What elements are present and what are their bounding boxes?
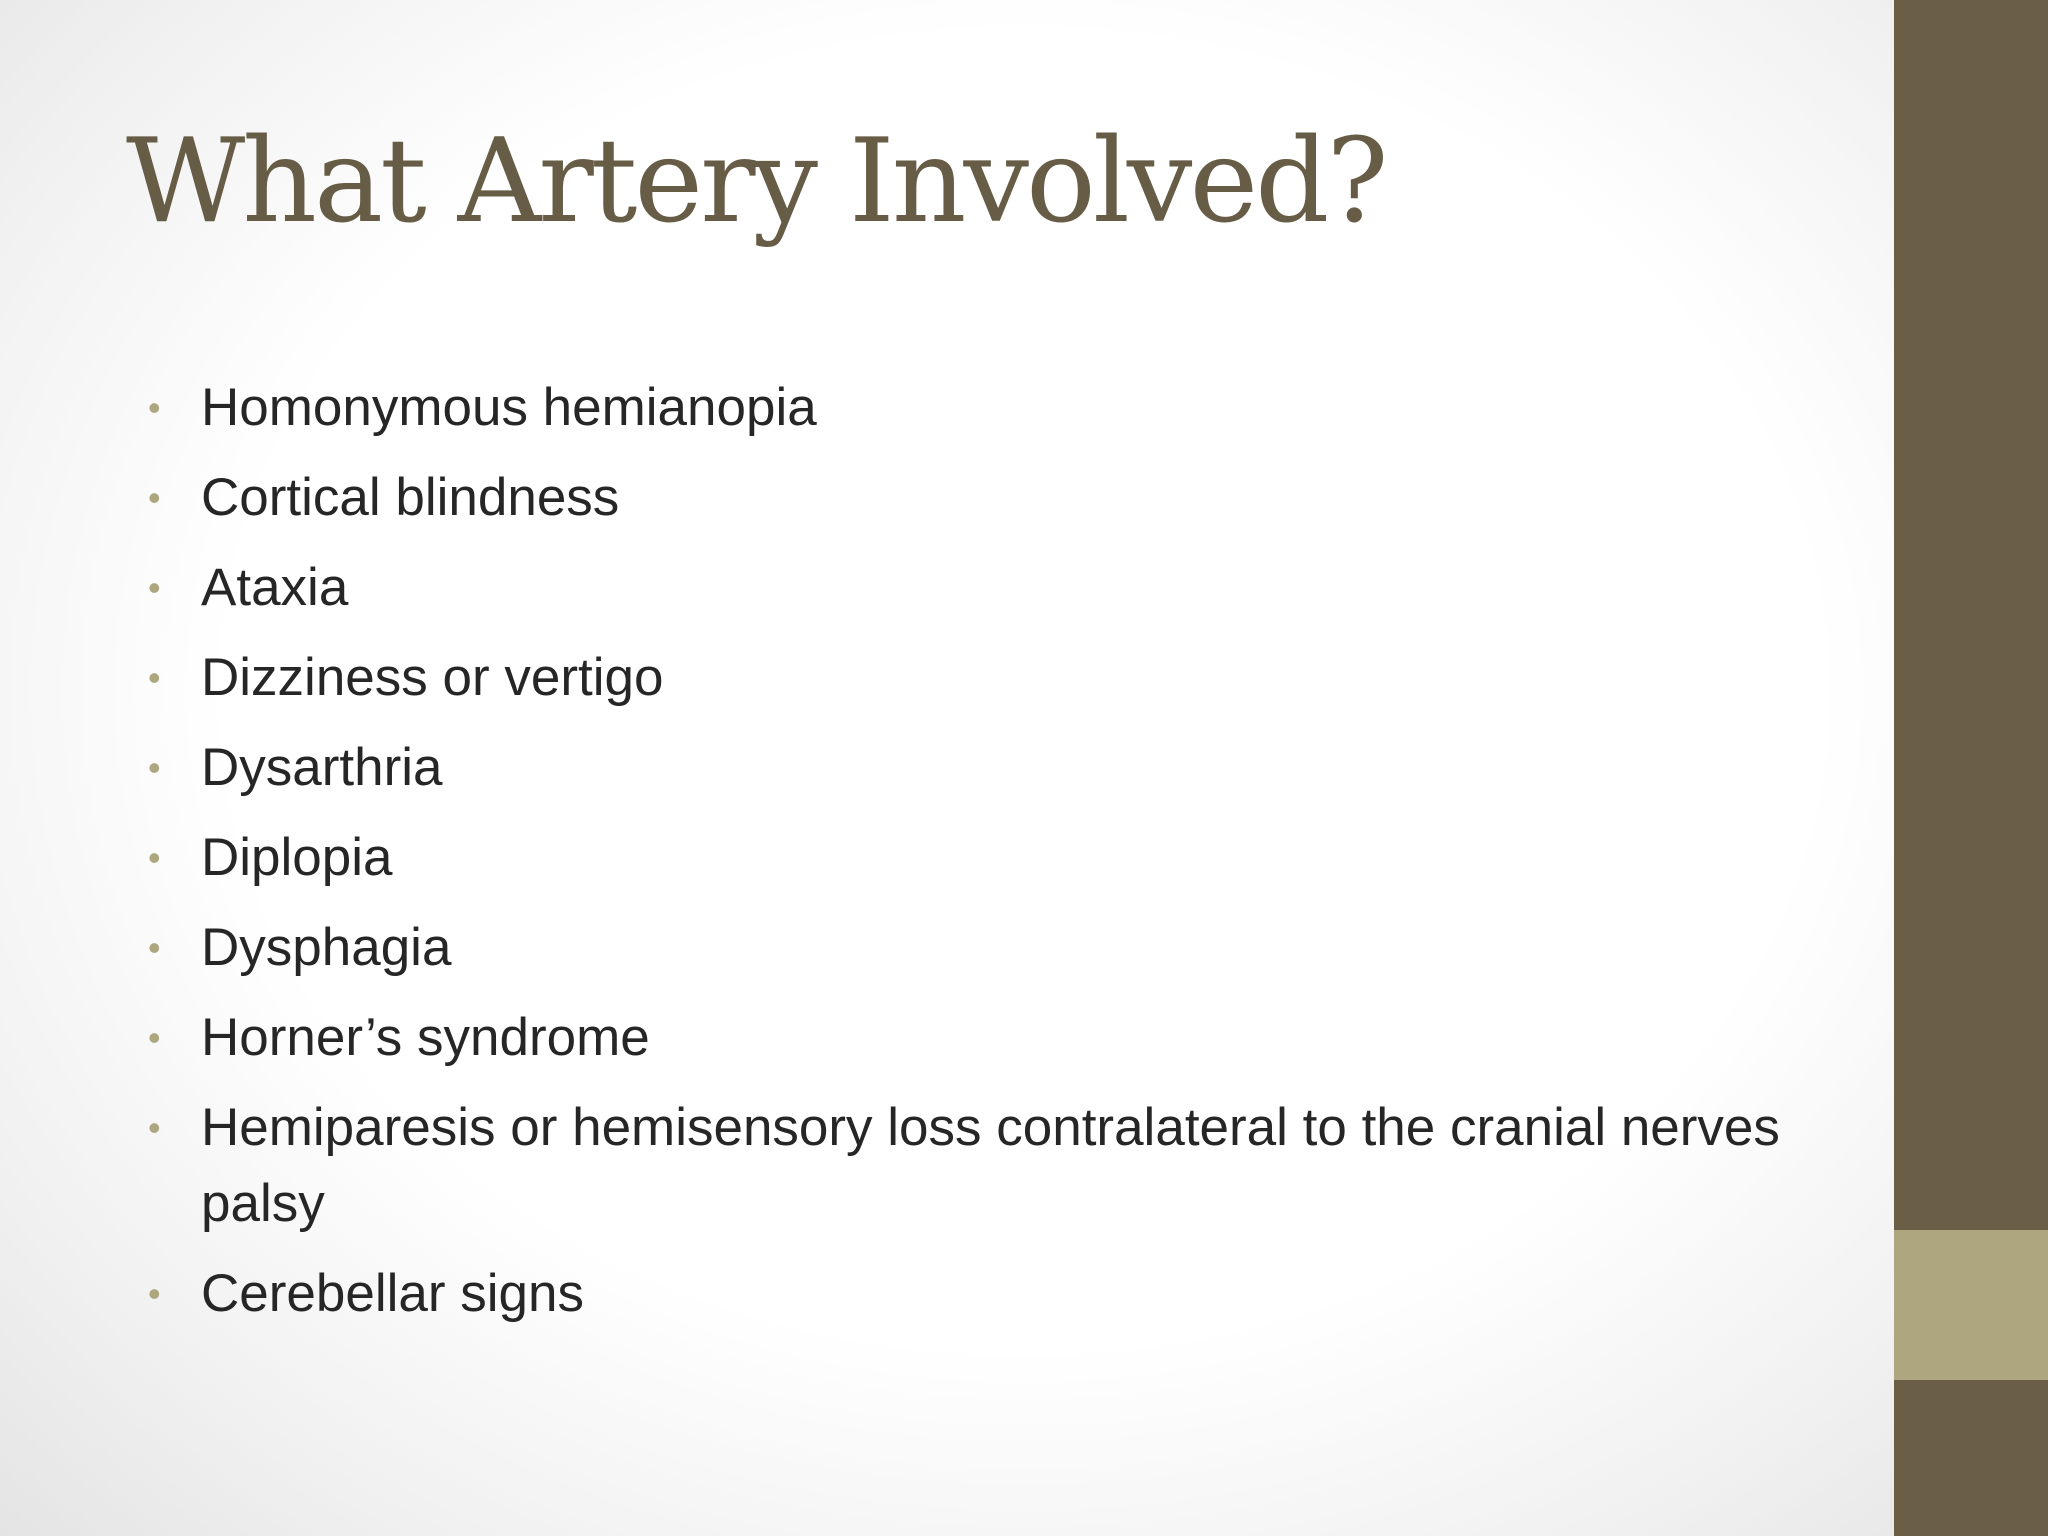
- bullet-text: Homonymous hemianopia: [201, 378, 817, 437]
- bullet-item: [148, 1000, 1848, 1076]
- bullet-item: [148, 1090, 1848, 1242]
- bullet-text: Hemiparesis or hemisensory loss contralateral to the cranial nerves palsy: [201, 1098, 1780, 1233]
- bullet-text: Horner’s syndrome: [201, 1008, 650, 1067]
- bullet-item: [148, 730, 1848, 806]
- side-accent-block: [1894, 1230, 2048, 1380]
- bullet-text: Dysphagia: [201, 918, 452, 977]
- bullet-dot-icon: •: [148, 387, 161, 428]
- bullet-list: [148, 370, 1848, 1346]
- bullet-item: [148, 910, 1848, 986]
- slide-title: What Artery Involved?: [126, 114, 1386, 249]
- bullet-dot-icon: •: [148, 1017, 161, 1058]
- bullet-text: Cortical blindness: [201, 468, 620, 527]
- bullet-item: [148, 550, 1848, 626]
- bullet-item: [148, 1256, 1848, 1332]
- bullet-item: [148, 460, 1848, 536]
- bullet-text: Dysarthria: [201, 738, 443, 797]
- bullet-dot-icon: •: [148, 567, 161, 608]
- bullet-dot-icon: •: [148, 1107, 161, 1148]
- bullet-text: Cerebellar signs: [201, 1264, 584, 1323]
- bullet-dot-icon: •: [148, 837, 161, 878]
- bullet-dot-icon: •: [148, 927, 161, 968]
- bullet-dot-icon: •: [148, 1273, 161, 1314]
- bullet-dot-icon: •: [148, 477, 161, 518]
- bullet-item: [148, 820, 1848, 896]
- bullet-text: Dizziness or vertigo: [201, 648, 664, 707]
- bullet-text: Ataxia: [201, 558, 349, 617]
- bullet-item: [148, 640, 1848, 716]
- bullet-dot-icon: •: [148, 747, 161, 788]
- bullet-item: [148, 370, 1848, 446]
- bullet-text: Diplopia: [201, 828, 393, 887]
- bullet-dot-icon: •: [148, 657, 161, 698]
